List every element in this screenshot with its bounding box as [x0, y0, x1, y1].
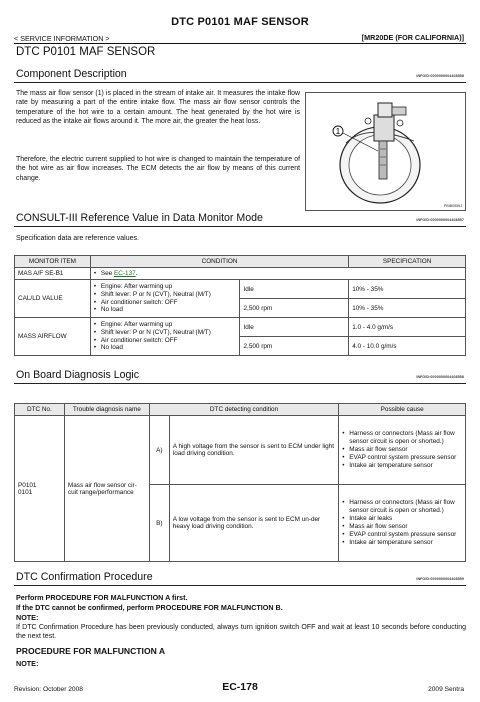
monitor-item-cell: MASS AIRFLOW [15, 318, 91, 356]
condition-a-text: A high voltage from the sensor is sent to ECM under light load driving condition. [169, 416, 338, 485]
procedure-heading: PROCEDURE FOR MALFUNCTION A [16, 646, 166, 656]
confirm-info-id: INFOID:0000000004408559 [416, 577, 464, 581]
list-item: • No load [94, 306, 237, 314]
consult-note: Specification data are reference values. [16, 235, 139, 242]
list-item: • Intake air temperature sensor [342, 539, 462, 547]
document-title: DTC P0101 MAF SENSOR [171, 16, 309, 28]
monitor-item-cell: MAS A/F SE-B1 [15, 268, 91, 280]
dtc-number-secondary: 0101 [18, 488, 33, 496]
trouble-name-cell: Mass air flow sensor cir-cuit range/performance [64, 416, 149, 562]
consult-reference-table [14, 255, 466, 356]
column-header-trouble-name: Trouble diagnosis name [64, 404, 149, 416]
consult-divider [14, 226, 466, 227]
specification-cell: 10% - 35% [349, 280, 466, 299]
engine-model-label: [MR20DE (FOR CALIFORNIA)] [361, 33, 464, 42]
header-divider [14, 43, 466, 44]
component-info-id: INFOID:0000000004408558 [416, 74, 464, 78]
table-row [15, 268, 466, 280]
list-item: • Intake air temperature sensor [342, 462, 462, 470]
list-item: • Engine: After warming up [94, 321, 237, 329]
condition-b-label: B) [149, 485, 169, 562]
dtc-number-cell [15, 416, 65, 562]
page-heading: DTC P0101 MAF SENSOR [16, 46, 156, 58]
footer-page-number: EC-178 [222, 681, 258, 693]
sub-condition-cell: 2,500 rpm [240, 299, 349, 318]
component-divider [14, 82, 466, 83]
component-paragraph-1: The mass air flow sensor (1) is placed in the stream of intake air. It measures the intake flow rate by measuring a part of the entire intake flow. The mass air flow sensor controls the temperature of the hot wire to a certain amount. The heat generated by the hot wire is reduced as the intake air flows around it. The more air, the greater the heat loss. [16, 90, 300, 126]
causes-a-cell [339, 416, 466, 485]
confirm-line-2: If the DTC cannot be confirmed, perform PROCEDURE FOR MALFUNCTION B. [16, 603, 283, 612]
list-item: • EVAP control system pressure sensor [342, 454, 462, 462]
column-header-possible-cause: Possible cause [339, 404, 466, 416]
footer-revision: Revision: October 2008 [14, 686, 83, 693]
list-item: • Air conditioner switch: OFF [94, 299, 237, 307]
component-heading: Component Description [16, 68, 127, 80]
table-row [15, 416, 466, 485]
note-text: If DTC Confirmation Procedure has been previously conducted, always turn ignition switch OFF and wait at least 10 seconds before conducting the next test. [16, 624, 466, 641]
footer-model: 2009 Sentra [428, 686, 464, 693]
condition-b-text: A low voltage from the sensor is sent to ECM un-der heavy load driving condition. [169, 485, 338, 562]
list-item: • Intake air leaks [342, 515, 462, 523]
list-item: • Harness or connectors (Mass air flow sensor circuit is open or shorted.) [342, 430, 462, 446]
note-label-2: NOTE: [16, 659, 39, 668]
note-label: NOTE: [16, 613, 39, 622]
condition-text: . [135, 269, 138, 277]
consult-info-id: INFOID:0000000004408557 [416, 218, 464, 222]
condition-cell [90, 268, 465, 280]
maf-sensor-illustration [306, 93, 465, 210]
causes-b-cell [339, 485, 466, 562]
confirm-divider [14, 585, 466, 586]
column-header-specification: SPECIFICATION [349, 256, 466, 268]
table-row [15, 280, 466, 299]
list-item: • Air conditioner switch: OFF [94, 337, 237, 345]
list-item: • Shift lever: P or N (CVT), Neutral (M/T) [94, 291, 237, 299]
condition-text: See [100, 269, 115, 277]
confirm-line-1: Perform PROCEDURE FOR MALFUNCTION A first. [16, 593, 188, 602]
dtc-number-primary: P0101 [18, 481, 37, 489]
callout-number-1: 1 [335, 127, 341, 136]
column-header-detecting-condition: DTC detecting condition [149, 404, 338, 416]
confirm-heading: DTC Confirmation Procedure [16, 571, 153, 583]
list-item: • Shift lever: P or N (CVT), Neutral (M/T) [94, 329, 237, 337]
figure-id: PBIB0559J [444, 204, 462, 208]
obd-logic-table [14, 403, 466, 562]
component-paragraph-2: Therefore, the electric current supplied to hot wire is changed to maintain the temperature of the hot wire as air flow increases. The ECM detects the air flow by means of this current change. [16, 156, 300, 182]
column-header-monitor-item: MONITOR ITEM [15, 256, 91, 268]
list-item: • Engine: After warming up [94, 283, 237, 291]
column-header-dtc-no: DTC No. [15, 404, 65, 416]
specification-cell: 4.0 - 10.0 g/m/s [349, 337, 466, 356]
list-item: • Mass air flow sensor [342, 446, 462, 454]
specification-cell: 10% - 35% [349, 299, 466, 318]
condition-cell [90, 280, 240, 318]
sub-condition-cell: Idle [240, 280, 349, 299]
sub-condition-cell: 2,500 rpm [240, 337, 349, 356]
sub-condition-cell: Idle [240, 318, 349, 337]
table-row [15, 318, 466, 337]
section-label: < SERVICE INFORMATION > [14, 34, 110, 43]
column-header-condition: CONDITION [90, 256, 348, 268]
monitor-item-cell: CAL/LD VALUE [15, 280, 91, 318]
list-item: • Mass air flow sensor [342, 523, 462, 531]
specification-cell: 1.0 - 4.0 g/m/s [349, 318, 466, 337]
list-item: • No load [94, 344, 237, 352]
condition-cell [90, 318, 240, 356]
consult-heading: CONSULT-III Reference Value in Data Monitor Mode [16, 212, 263, 224]
ec-137-link[interactable]: EC-137 [114, 269, 136, 277]
obd-heading: On Board Diagnosis Logic [16, 369, 140, 381]
maf-sensor-figure [305, 92, 466, 211]
obd-divider [14, 383, 466, 384]
list-item: • EVAP control system pressure sensor [342, 531, 462, 539]
condition-a-label: A) [149, 416, 169, 485]
obd-info-id: INFOID:0000000004408558 [416, 375, 464, 379]
list-item: • Harness or connectors (Mass air flow sensor circuit is open or shorted.) [342, 499, 462, 515]
